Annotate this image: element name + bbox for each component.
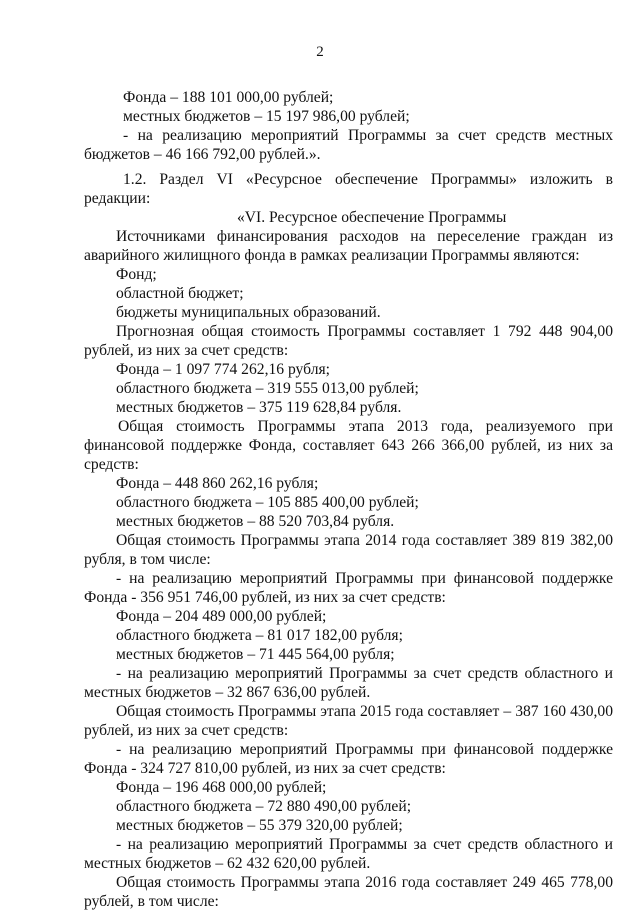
text-line: - на реализацию мероприятий Программы за счет средств областного и [116,665,613,682]
text-line: местных бюджетов – 15 197 986,00 рублей; [123,108,410,125]
text-line: бюджеты муниципальных образований. [116,304,381,321]
text-line: Фонда – 1 097 774 262,16 рубля; [116,361,330,378]
text-line: - на реализацию мероприятий Программы за счет средств местных [123,127,613,144]
text-line: местных бюджетов – 32 867 636,00 рублей. [84,684,371,701]
text-line: Прогнозная общая стоимость Программы составляет 1 792 448 904,00 [116,323,613,340]
text-line: 1.2. Раздел VI «Ресурсное обеспечение Программы» изложить в [123,171,613,188]
text-line: финансовой поддержке Фонда, составляет 643 266 366,00 рублей, из них за [84,437,613,454]
text-line: - на реализацию мероприятий Программы при финансовой поддержке [116,741,613,758]
text-line: областного бюджета – 319 555 013,00 рублей; [116,380,419,397]
text-line: редакции: [84,190,151,207]
text-line: Фонда – 196 468 000,00 рублей; [116,779,327,796]
text-line: рублей, из них за счет средств: [84,722,289,739]
text-line: аварийного жилищного фонда в рамках реализации Программы являются: [84,247,580,264]
text-line: местных бюджетов – 71 445 564,00 рубля; [116,646,395,663]
text-line: бюджетов – 46 166 792,00 рублей.». [84,146,321,163]
text-line: рублей, в том числе: [84,893,219,910]
text-line: Общая стоимость Программы этапа 2014 года составляет 389 819 382,00 [116,532,613,549]
text-line: местных бюджетов – 375 119 628,84 рубля. [116,399,402,416]
page-number: 2 [316,44,324,60]
text-line: Общая стоимость Программы этапа 2013 года, реализуемого при [118,418,613,435]
document-body [84,88,613,911]
text-line: местных бюджетов – 62 432 620,00 рублей. [84,855,371,872]
text-line: - на реализацию мероприятий Программы при финансовой поддержке [116,570,613,587]
text-line: рубля, в том числе: [84,551,211,568]
text-line: Фонда - 356 951 746,00 рублей, из них за счет средств: [84,589,446,606]
text-line: Общая стоимость Программы этапа 2016 года составляет 249 465 778,00 [116,874,613,891]
text-line: Источниками финансирования расходов на переселение граждан из [116,228,613,245]
text-line: Фонда – 188 101 000,00 рублей; [123,89,334,106]
text-line: средств: [84,456,139,473]
text-line: - на реализацию мероприятий Программы за счет средств областного и [116,836,613,853]
text-line: рублей, из них за счет средств: [84,342,289,359]
text-line: Общая стоимость Программы этапа 2015 года составляет – 387 160 430,00 [116,703,613,720]
text-line: областного бюджета – 72 880 490,00 рублей; [116,798,412,815]
text-line: «VI. Ресурсное обеспечение Программы [237,209,507,226]
text-line: областной бюджет; [116,285,244,302]
text-line: местных бюджетов – 88 520 703,84 рубля. [116,513,395,530]
text-line: местных бюджетов – 55 379 320,00 рублей; [116,817,403,834]
text-line: областного бюджета – 105 885 400,00 рублей; [116,494,419,511]
text-line: Фонда - 324 727 810,00 рублей, из них за счет средств: [84,760,446,777]
text-line: Фонда – 204 489 000,00 рублей; [116,608,327,625]
text-line: Фонда – 448 860 262,16 рубля; [116,475,319,492]
text-line: областного бюджета – 81 017 182,00 рубля; [116,627,403,644]
text-line: Фонд; [116,266,157,283]
